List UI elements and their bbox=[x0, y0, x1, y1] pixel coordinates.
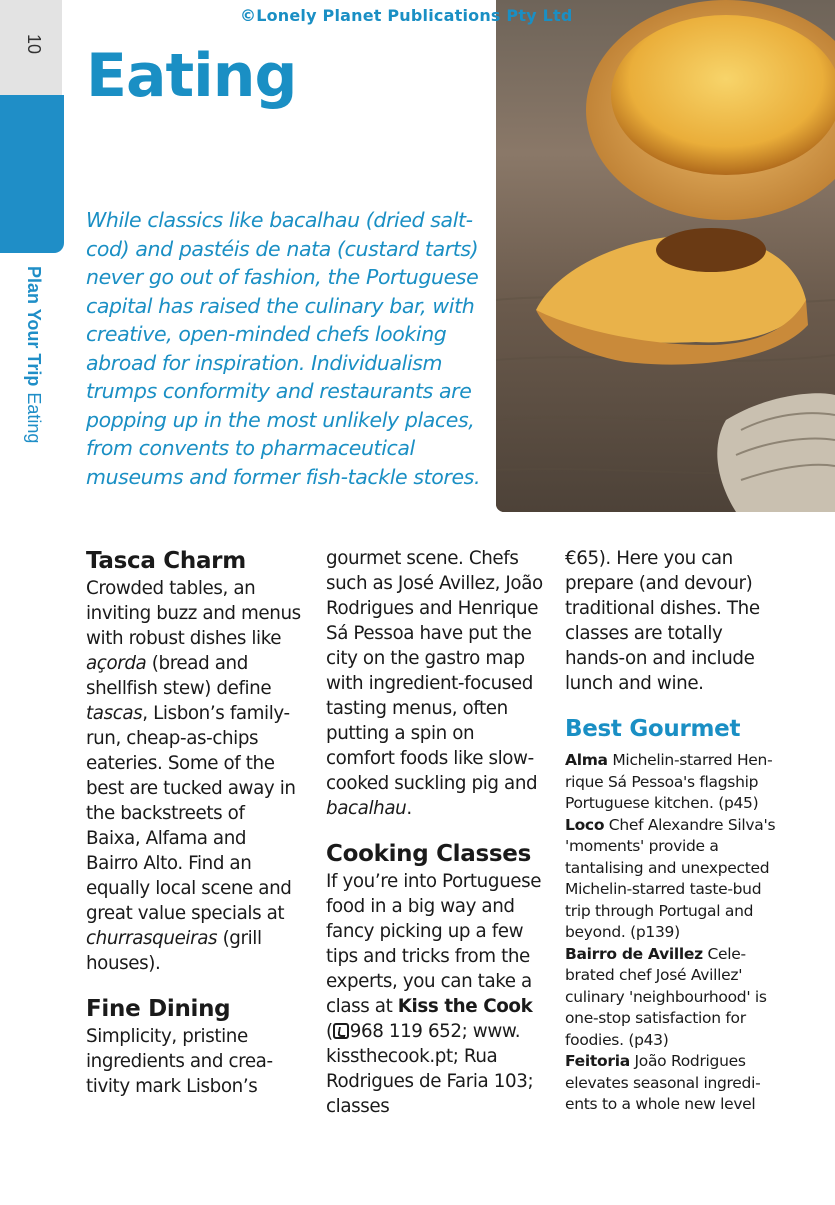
phone-icon bbox=[333, 1023, 349, 1039]
column-2 bbox=[326, 546, 546, 1119]
fine-dining-text: Simplicity, pristine ingredients and creativity mark Lisbon’s bbox=[86, 1026, 274, 1097]
gourmet-entry: Loco Chef Alexandre Silva's 'moments' provide a tantalising and unexpected Michelin-starred taste-bud trip through Portugal and beyond. (p139) bbox=[565, 815, 776, 941]
copyright-notice: ©Lonely Planet Publications Pty Ltd bbox=[240, 6, 573, 25]
heading-cooking-classes: Cooking Classes bbox=[326, 841, 531, 867]
gourmet-entry: Feitoria João Rodrigues elevates seasonal ingredients to a whole new level bbox=[565, 1052, 761, 1113]
subsection-name: Eating bbox=[24, 392, 44, 444]
fine-dining-text-continued: gourmet scene. Chefs such as José Avillez, João Rodrigues and Henrique Sá Pessoa have put the city on the gastro map with ingredient-focused tasting menus, often putting a spin on comfort foods like slow-cooked suckling pig and bacalhau. bbox=[326, 548, 543, 819]
page-title: Eating bbox=[86, 41, 297, 111]
heading-fine-dining: Fine Dining bbox=[86, 996, 231, 1022]
tasca-charm-text: Crowded tables, an inviting buzz and menus with robust dishes like açorda (bread and shellfish stew) define tascas, Lisbon’s family-run, cheap-as-chips eateries. Some of the best are tucked away in the backstreets of Baixa, Alfama and Bairro Alto. Find an equally local scene and great value specials at churrasqueiras (grill houses). bbox=[86, 578, 301, 974]
pastel-de-nata-photo bbox=[496, 0, 835, 512]
gourmet-entry: Alma Michelin-starred Henrique Sá Pessoa's flagship Portuguese kitchen. (p45) bbox=[565, 751, 773, 812]
column-1 bbox=[86, 546, 301, 1099]
section-label bbox=[23, 266, 44, 443]
gourmet-entry: Bairro de Avillez Celebrated chef José Avillez' culinary 'neighbourhood' is one-stop satisfaction for foodies. (p43) bbox=[565, 944, 767, 1049]
section-color-tab bbox=[0, 95, 64, 253]
cooking-classes-text-continued: €65). Here you can prepare (and devour) traditional dishes. The classes are totally hands-on and include lunch and wine. bbox=[565, 548, 760, 694]
kiss-the-cook-name: Kiss the Cook bbox=[397, 996, 533, 1017]
section-name: Plan Your Trip bbox=[24, 266, 44, 387]
page-number: 10 bbox=[24, 34, 44, 55]
intro-paragraph: While classics like bacalhau (dried salt-cod) and pastéis de nata (custard tarts) never go out of fashion, the Portuguese capital has raised the culinary bar, with creative, open-minded chefs looking abroad for inspiration. Individualism trumps conformity and restaurants are popping up in the most unlikely places, from convents to pharmaceutical museums and former fish-tackle stores. bbox=[86, 208, 481, 489]
heading-best-gourmet: Best Gourmet bbox=[565, 716, 741, 742]
heading-tasca-charm: Tasca Charm bbox=[86, 548, 246, 574]
cooking-classes-text: If you’re into Portuguese food in a big way and fancy picking up a few tips and tricks from the experts, you can take a class at Kiss the Cook ( 968 119 652; www. kissthecook.pt; Rua Rodrigues de Faria 103; classes bbox=[326, 871, 542, 1117]
column-3 bbox=[565, 546, 785, 1116]
